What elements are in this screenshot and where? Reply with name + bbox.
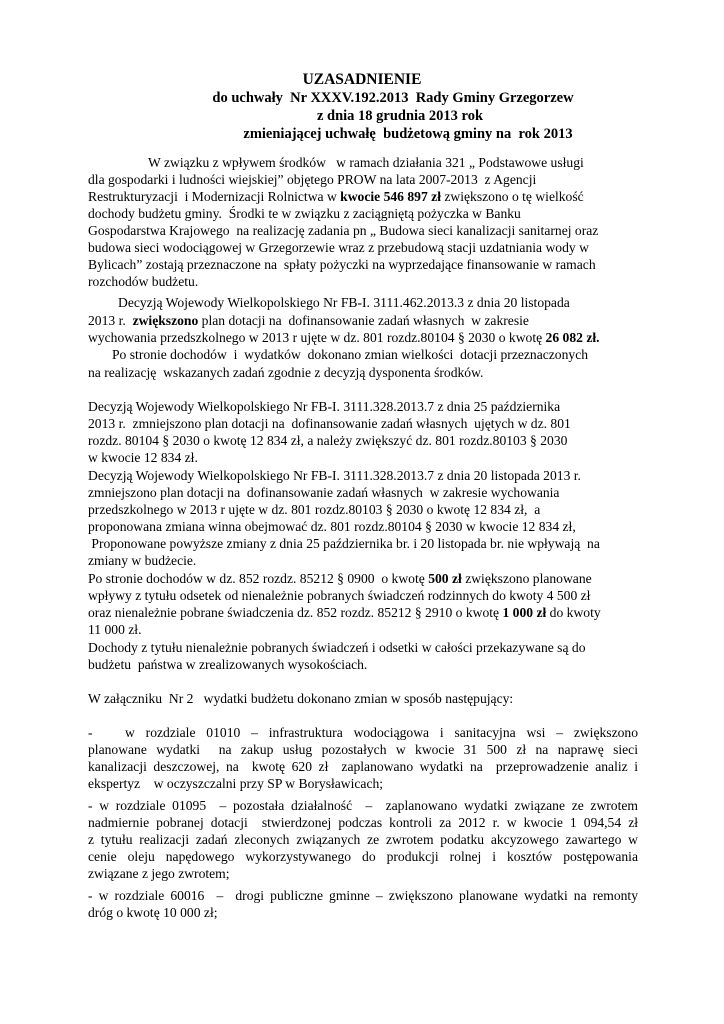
paragraph-text: oraz nienależnie pobrane świadczenia dz. 852 rozdz. 85212 § 2910 o kwotę [88,605,503,620]
paragraph-line: Gospodarstwa Krajowego na realizację zadania pn „ Budowa sieci kanalizacji sanitarnej oraz [88,223,599,238]
resolution-date: z dnia 18 grudnia 2013 rok [316,108,484,124]
paragraph-text: Po stronie dochodów w dz. 852 rozdz. 85212 § 0900 o kwotę [88,571,429,586]
bullet-line: cenie oleju napędowego wykorzystywanego do produkcji rolnej i kosztów postępowania [88,849,638,864]
paragraph-line: dla gospodarki i ludności wiejskiej” objętego PROW na lata 2007-2013 z Agencji [88,172,537,187]
paragraph-line: przedszkolnego w 2013 r ujęte w dz. 801 rozdz.80103 § 2030 o kwotę 12 834 zł, a [88,502,541,517]
section-intro: W załączniku Nr 2 wydatki budżetu dokonano zmian w sposób następujący: [88,691,514,706]
paragraph-line: zmiany w budżecie. [88,553,197,568]
keyword-bold: zwiększono [132,313,199,328]
bullet-line: kanalizacji deszczowej, na kwotę 620 zł zaplanowano wydatki na przeprowadzenie analiz i [88,759,638,774]
paragraph-line: Decyzją Wojewody Wielkopolskiego Nr FB-I. 3111.328.2013.7 z dnia 25 października [88,399,561,414]
paragraph-line [88,329,600,346]
amount-bold: 500 zł [428,571,462,586]
paragraph-line [88,312,529,329]
paragraph-line: Dochody z tytułu nienależnie pobranych świadczeń i odsetki w całości przekazywane są do [88,640,586,655]
paragraph-line [88,188,584,205]
resolution-subject: zmieniającej uchwałę budżetową gminy na rok 2013 [243,126,573,142]
paragraph-line: budżetu państwa w zrealizowanych wysokościach. [88,657,368,672]
amount-bold: 26 082 zł. [545,330,600,345]
amount-bold: kwocie 546 897 zł [340,189,441,204]
paragraph-text: do kwoty [546,605,601,620]
bullet-line: - w rozdziale 01095 – pozostała działalność – zaplanowano wydatki związane ze zwrotem [88,798,638,813]
bullet-line: - w rozdziale 60016 – drogi publiczne gminne – zwiększono planowane wydatki na remonty [88,888,638,903]
paragraph-line: na realizację wskazanych zadań zgodnie z decyzją dysponenta środków. [88,365,484,380]
paragraph-line: w kwocie 12 834 zł. [88,450,198,465]
paragraph-line [88,570,592,587]
paragraph-line: Po stronie dochodów i wydatków dokonano zmian wielkości dotacji przeznaczonych [112,347,589,362]
paragraph-line: rozchodów budżetu. [88,274,199,289]
paragraph-line: zmniejszono plan dotacji na dofinansowanie zadań własnych w zakresie wychowania [88,485,560,500]
paragraph-line: Decyzją Wojewody Wielkopolskiego Nr FB-I. 3111.328.2013.7 z dnia 20 listopada 2013 r. [88,468,581,483]
amount-bold: 1 000 zł [502,605,547,620]
paragraph-line: budowa sieci wodociągowej w Grzegorzewie wraz z przebudową stacji uzdatniania wody w [88,240,589,255]
resolution-reference: do uchwały Nr XXXV.192.2013 Rady Gminy Grzegorzew [212,90,574,106]
paragraph-line: Proponowane powyższe zmiany z dnia 25 października br. i 20 listopada br. nie wpływają na [88,536,600,551]
bullet-line: - w rozdziale 01010 – infrastruktura wodociągowa i sanitacyjna wsi – zwiększono [88,725,638,740]
paragraph-text: plan dotacji na dofinansowanie zadań własnych w zakresie [198,313,529,328]
paragraph-text: zwiększono planowane [461,571,592,586]
bullet-line: ekspertyz w oczyszczalni przy SP w Borysławicach; [88,776,384,791]
paragraph-line: dochody budżetu gminy. Środki te w związku z zaciągniętą pożyczka w Banku [88,206,521,221]
paragraph-line: rozdz. 80104 § 2030 o kwotę 12 834 zł, a należy zwiększyć dz. 801 rozdz.80103 § 2030 [88,433,568,448]
bullet-line: nadmiernie pobranej dotacji stwierdzonej podczas kontroli za 2012 r. w kwocie 1 094,54 zł [88,815,638,830]
paragraph-line: Decyzją Wojewody Wielkopolskiego Nr FB-I. 3111.462.2013.3 z dnia 20 listopada [118,295,570,310]
paragraph-text: 2013 r. [88,313,133,328]
bullet-line: z tytułu realizacji zadań zleconych związanych ze zwrotem podatku akcyzowego zawartego w [88,832,638,847]
bullet-line: dróg o kwotę 10 000 zł; [88,905,218,920]
document-header [0,70,724,143]
paragraph-line [88,604,601,621]
paragraph-line: 11 000 zł. [88,622,142,637]
paragraph-text: Restrukturyzacji i Modernizacji Rolnictwa w [88,189,341,204]
bullet-line: planowane wydatki na zakup usług pozostałych w kwocie 31 500 zł na naprawę sieci [88,742,638,757]
bullet-line: związane z jego zwrotem; [88,866,230,881]
paragraph-line: wpływy z tytułu odsetek od nienależnie pobranych świadczeń rodzinnych do kwoty 4 500 zł [88,588,591,603]
paragraph-text: wychowania przedszkolnego w 2013 r ujęte w dz. 801 rozdz.80104 § 2030 o kwotę [88,330,546,345]
paragraph-line: 2013 r. zmniejszono plan dotacji na dofinansowanie zadań własnych ujętych w dz. 801 [88,416,571,431]
paragraph-line: proponowana zmiana winna obejmować dz. 801 rozdz.80104 § 2030 w kwocie 12 834 zł, [88,519,576,534]
paragraph-line: Bylicach” zostają przeznaczone na spłaty pożyczki na wyprzedające finansowanie w ramach [88,257,596,272]
paragraph-text: zwiększono o tę wielkość [440,189,584,204]
document-title: UZASADNIENIE [302,71,422,88]
paragraph-line: W związku z wpływem środków w ramach działania 321 „ Podstawowe usługi [148,155,584,170]
